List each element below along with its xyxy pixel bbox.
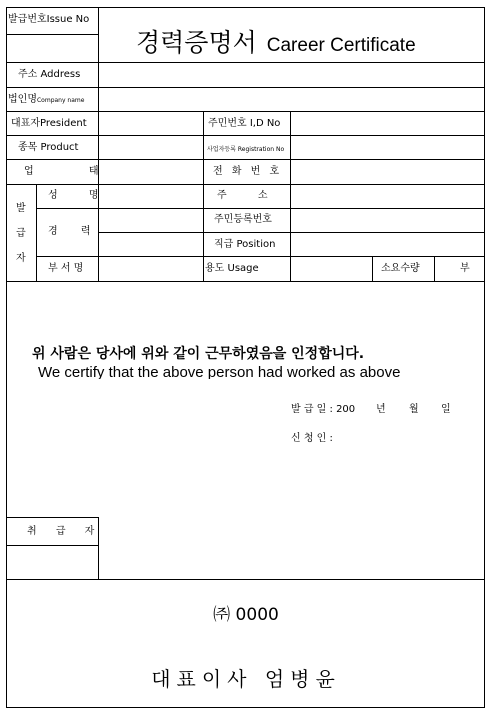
rule bbox=[6, 517, 98, 518]
president-label: 대표자President bbox=[11, 118, 87, 129]
rule bbox=[98, 232, 485, 233]
issuer-label-1: 발 bbox=[16, 203, 26, 214]
rule bbox=[36, 208, 485, 209]
rule bbox=[6, 87, 485, 88]
career-label: 경 력 bbox=[48, 226, 101, 237]
statement-english: We certify that the above person had worked as above bbox=[38, 364, 401, 379]
page-title bbox=[136, 23, 416, 59]
product-label: 종목 Product bbox=[18, 142, 79, 153]
department-label: 부 서 명 bbox=[48, 263, 84, 274]
issuer-label-3: 자 bbox=[16, 253, 26, 264]
usage-label: 용도 Usage bbox=[205, 263, 259, 274]
quantity-label: 소요수량 bbox=[381, 263, 420, 274]
president-name: 대표이사 엄병윤 bbox=[151, 667, 341, 691]
resident-no-label: 주민등록번호 bbox=[214, 214, 272, 225]
rule bbox=[6, 111, 485, 112]
day-label: 일 bbox=[441, 404, 451, 415]
company-name: ㈜ 0000 bbox=[213, 605, 279, 625]
statement-korean: 위 사람은 당사에 위와 같이 근무하였음을 인정합니다. bbox=[32, 346, 365, 362]
address2-label: 주 소 bbox=[217, 190, 282, 201]
name-label: 성 명 bbox=[48, 190, 113, 201]
address-label: 주소 Address bbox=[18, 69, 81, 80]
rule bbox=[372, 256, 373, 281]
position-label: 직급 Position bbox=[214, 239, 276, 250]
company-name-label-en: Company name bbox=[36, 97, 85, 104]
registration-no-label: 사업자등록 Registration No bbox=[207, 146, 285, 153]
rule bbox=[36, 256, 485, 257]
title-english: Career Certificate bbox=[266, 35, 416, 56]
title-korean: 경력증명서 bbox=[136, 28, 257, 57]
month-label: 월 bbox=[409, 404, 419, 415]
business-type-label: 업 태 bbox=[24, 166, 125, 177]
company-name-label bbox=[8, 94, 84, 107]
rule bbox=[36, 184, 37, 281]
rule bbox=[6, 135, 485, 136]
rule bbox=[6, 34, 98, 35]
issue-no-label: 발급번호Issue No bbox=[8, 14, 90, 25]
rule bbox=[290, 111, 291, 281]
rule bbox=[6, 62, 485, 63]
company-name-label-ko: 법인명 bbox=[8, 94, 37, 105]
rule bbox=[6, 184, 485, 185]
phone-label: 전 화 번 호 bbox=[213, 166, 283, 177]
year-label: 년 bbox=[376, 404, 386, 415]
rule bbox=[6, 159, 485, 160]
rule bbox=[98, 7, 99, 62]
handler-label: 취 급 자 bbox=[27, 526, 103, 537]
rule bbox=[434, 256, 435, 281]
issuer-label-2: 급 bbox=[16, 228, 26, 239]
id-no-label: 주민번호 I,D No bbox=[208, 118, 281, 129]
applicant-label: 신 청 인 : bbox=[291, 433, 333, 444]
issue-date-label: 발 급 일 : 200 bbox=[291, 404, 356, 415]
rule bbox=[6, 545, 98, 546]
quantity-unit: 부 bbox=[460, 263, 470, 274]
rule bbox=[6, 281, 485, 282]
rule bbox=[203, 111, 204, 281]
rule bbox=[6, 579, 485, 580]
